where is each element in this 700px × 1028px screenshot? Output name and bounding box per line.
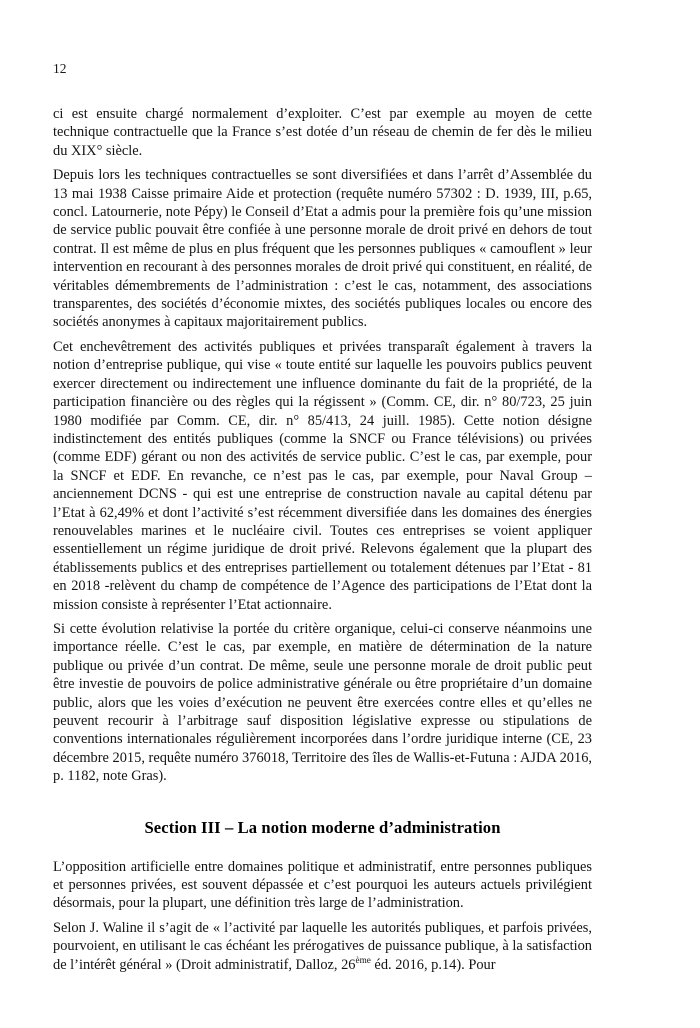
- paragraph-6-text-after: éd. 2016, p.14). Pour: [370, 956, 496, 973]
- paragraph-6-text-before: Selon J. Waline il s’agit de « l’activité par laquelle les autorités publiques, et parfois privées, pourvoient, en utilisant le cas échéant les prérogatives de puissance publique, à la satisfaction de l’intérêt général » (Droit administratif, Dalloz, 26: [53, 919, 592, 973]
- paragraph-5: L’opposition artificielle entre domaines politique et administratif, entre personnes publiques et personnes privées, est souvent dépassée et c’est pourquoi les auteurs actuels privilégient désormais, pour la plupart, une définition très large de l’administration.: [53, 858, 592, 912]
- paragraph-2: Depuis lors les techniques contractuelles se sont diversifiées et dans l’arrêt d’Assemblée du 13 mai 1938 Caisse primaire Aide et protection (requête numéro 57302 : D. 1939, III, p.65, concl. Latournerie, note Pépy) le Conseil d’Etat a admis pour la première fois qu’une mission de service public pouvait être confiée à une personne morale de droit privé en dehors de tout contrat. Il est même de plus en plus fréquent que les personnes publiques « camouflent » leur intervention en recourant à des personnes morales de droit privé qui constituent, en réalité, de véritables démembrements de l’administration : c’est le cas, notamment, des associations transparentes, des sociétés d’économie mixtes, des sociétés publiques locales ou encore des sociétés anonymes à capitaux majoritairement publics.: [53, 167, 592, 331]
- page-number: 12: [53, 61, 67, 76]
- paragraph-1: ci est ensuite chargé normalement d’exploiter. C’est par exemple au moyen de cette technique contractuelle que la France s’est dotée d’un réseau de chemin de fer dès le milieu du XIX° siècle.: [53, 106, 592, 159]
- section-heading: Section III – La notion moderne d’administration: [144, 817, 501, 837]
- page-content: [53, 105, 592, 974]
- paragraph-6: [53, 919, 592, 974]
- ordinal-suffix: ème: [355, 954, 371, 965]
- paragraph-3: Cet enchevêtrement des activités publiques et privées transparaît également à travers la notion d’entreprise publique, qui vise « toute entité sur laquelle les pouvoirs publics peuvent exercer directement ou indirectement une influence dominante du fait de la propriété, de la participation financière ou des règles qui la régissent » (Comm. CE, dir. n° 80/723, 25 juin 1980 modifiée par Comm. CE, dir. n° 85/413, 24 juill. 1985). Cette notion désigne indistinctement des entités publiques (comme la SNCF ou France télévisions) ou privées (comme EDF) gérant ou non des activités de service public. C’est le cas, par exemple, pour la SNCF et EDF. En revanche, ce n’est pas le cas, par exemple, pour Naval Group –anciennement DCNS - qui est une entreprise de construction navale au capital détenu par l’Etat à 62,49% et dont l’activité s’est récemment diversifiée dans les domaines des énergies renouvelables marines et le nucléaire civil. Toutes ces entreprises se voient appliquer essentiellement un régime juridique de droit privé. Relevons également que la plupart des établissements publics et des entreprises partiellement ou totalement détenues par l’Etat - 81 en 2018 -relèvent du champ de compétence de l’Agence des participations de l’Etat dont la mission consiste à représenter l’Etat actionnaire.: [53, 338, 592, 613]
- paragraph-4: Si cette évolution relativise la portée du critère organique, celui-ci conserve néanmoins une importance réelle. C’est le cas, par exemple, en matière de détermination de la nature publique ou privée d’un contrat. De même, seule une personne morale de droit public peut être investie de pouvoirs de police administrative générale ou être propriétaire d’un domaine public, alors que les voies d’exécution ne peuvent être exercées contre elles et qu’elles ne peuvent recourir à l’arbitrage sauf disposition législative expresse ou stipulations de conventions internationales régulièrement incorporées dans l’ordre juridique interne (CE, 23 décembre 2015, requête numéro 376018, Territoire des îles de Wallis-et-Futuna : AJDA 2016, p. 1182, note Gras).: [53, 620, 592, 785]
